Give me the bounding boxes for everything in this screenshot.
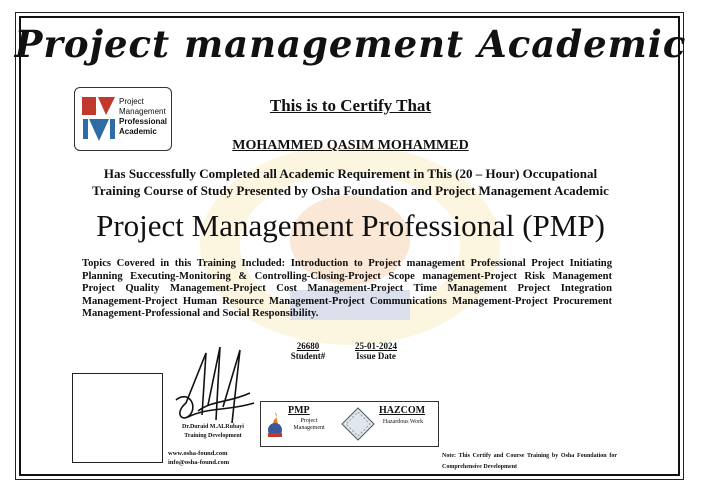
osha-flame-icon (265, 410, 285, 438)
student-number: 26680 (296, 341, 320, 351)
recipient-name: MOHAMMED QASIM MOHAMMED (232, 138, 469, 153)
statement-line-1: Has Successfully Completed all Academic Requirement in This (20 – Hour) Occupational (103, 166, 598, 181)
statement-line-2: Training Course of Study Presented by Osha Foundation and Project Management Academic (92, 183, 609, 198)
partner-logos (260, 401, 439, 447)
footer-note: Note: This Certify and Course Training by Osha Foundation for Comprehensive Development (442, 453, 617, 470)
issue-date-block (348, 341, 404, 361)
pmp-logo-word: PMP (288, 405, 310, 416)
completion-statement (40, 165, 661, 199)
hazcom-diamond-icon (341, 407, 375, 441)
pmi-logo-line: Project (119, 97, 144, 106)
course-title: Project Management Professional (PMP) (96, 208, 605, 243)
hazcom-logo-subtitle: Hazardous Work (382, 419, 424, 425)
topics-paragraph: Topics Covered in this Training Included: Introduction to Project management Professional Project Initiating Planning Executing-Monitoring & Controlling-Closing-Project Scope management-Project Risk Management Project Quality Management-Project Cost Management-Project Time Management Project Integration Management-Project Human Resource Management-Project Communications Management-Project Procurement Management-Professional and Social Responsibility. (82, 258, 612, 320)
issue-date-label: Issue Date (356, 351, 396, 361)
pmp-logo-subtitle: Project Management (293, 418, 325, 431)
pmi-logo-line: Academic (119, 127, 157, 136)
hazcom-logo-word: HAZCOM (379, 405, 426, 416)
signatory-name: Dr.Duraid M.ALRubayi (182, 424, 244, 430)
signature-image (168, 345, 258, 430)
issue-date: 25-01-2024 (355, 341, 397, 351)
signatory-title: Training Development (184, 433, 242, 439)
email-text: info@osha-found.com (168, 459, 230, 466)
certify-line: This is to Certify That (269, 96, 432, 115)
website-text: www.osha-found.com (168, 450, 228, 457)
student-number-block (288, 341, 328, 361)
page-title: Project management Academic (14, 22, 687, 66)
pmi-logo-line: Professional (119, 117, 168, 126)
photo-placeholder (72, 373, 163, 463)
contact-block (168, 449, 229, 467)
pmi-logo-line: Management (119, 107, 166, 116)
student-number-label: Student# (290, 351, 326, 361)
